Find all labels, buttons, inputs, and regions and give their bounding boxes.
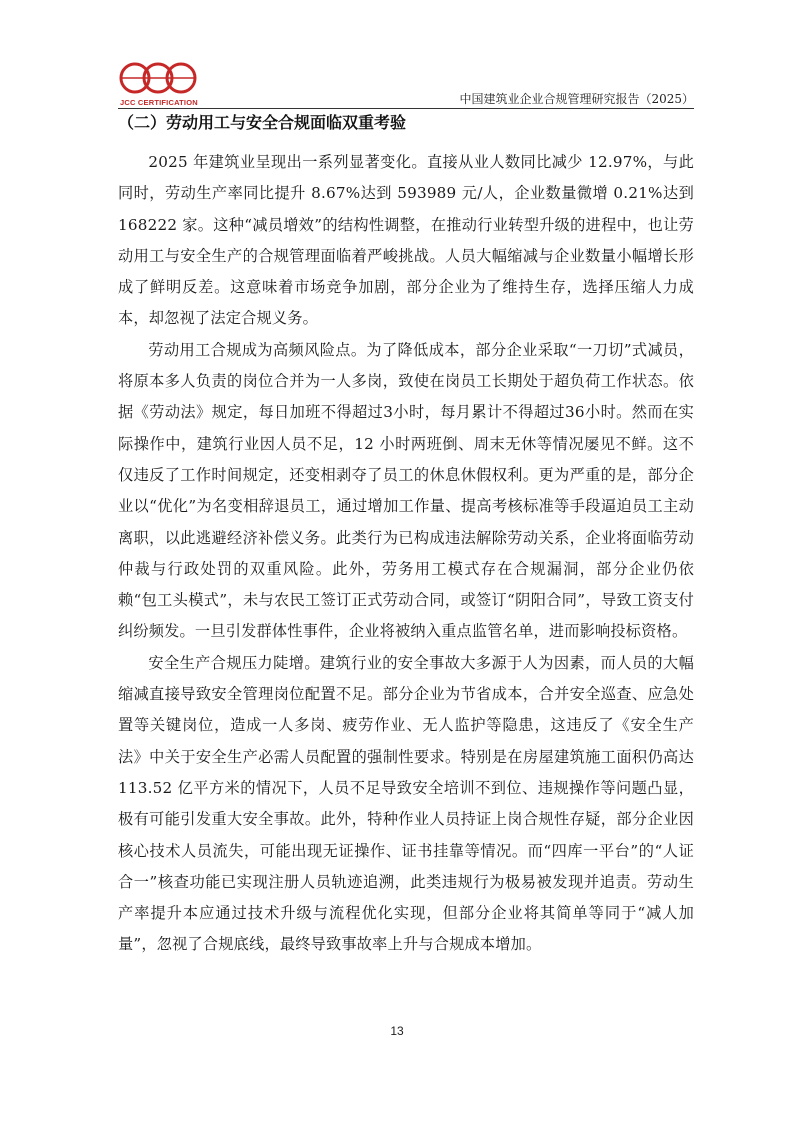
jcc-rings-icon — [118, 58, 198, 98]
body-paragraph-2: 劳动用工合规成为高频风险点。为了降低成本，部分企业采取“一刀切”式减员，将原本多人负责的岗位合并为一人多岗，致使在岗员工长期处于超负荷工作状态。依据《劳动法》规定，每日加班不得超过3小时，每月累计不得超过36小时。然而在实际操作中，建筑行业因人员不足，12 小时两班倒、周末无休等情况屡见不鲜。这不仅违反了工作时间规定，还变相剥夺了员工的休息休假权利。更为严重的是，部分企业以“优化”为名变相辞退员工，通过增加工作量、提高考核标准等手段逼迫员工主动离职，以此逃避经济补偿义务。此类行为已构成违法解除劳动关系，企业将面临劳动仲裁与行政处罚的双重风险。此外，劳务用工模式存在合规漏洞，部分企业仍依赖“包工头模式”，未与农民工签订正式劳动合同，或签订“阴阳合同”，导致工资支付纠纷频发。一旦引发群体性事件，企业将被纳入重点监管名单，进而影响投标资格。 — [118, 340, 694, 641]
logo-text: JCC CERTIFICATION — [120, 98, 198, 107]
main-content — [118, 106, 694, 961]
running-header-title: 中国建筑业企业合规管理研究报告（2025） — [459, 92, 694, 106]
page-header — [118, 52, 694, 108]
jcc-logo — [118, 58, 198, 107]
page-number: 13 — [390, 1024, 404, 1038]
section-heading: （二）劳动用工与安全合规面临双重考验 — [118, 113, 407, 132]
body-paragraph-1: 2025 年建筑业呈现出一系列显著变化。直接从业人数同比减少 12.97%，与此同时，劳动生产率同比提升 8.67%达到 593989 元/人，企业数量微增 0.21%达到 168222 家。这种“减员增效”的结构性调整，在推动行业转型升级的进程中，也让劳动用工与安全生产的合规管理面临着严峻挑战。人员大幅缩减与企业数量小幅增长形成了鲜明反差。这意味着市场竞争加剧，部分企业为了维持生存，选择压缩人力成本，却忽视了法定合规义务。 — [118, 153, 694, 328]
body-paragraph-3: 安全生产合规压力陡增。建筑行业的安全事故大多源于人为因素，而人员的大幅缩减直接导致安全管理岗位配置不足。部分企业为节省成本，合并安全巡查、应急处置等关键岗位，造成一人多岗、疲劳作业、无人监护等隐患，这违反了《安全生产法》中关于安全生产必需人员配置的强制性要求。特别是在房屋建筑施工面积仍高达 113.52 亿平方米的情况下，人员不足导致安全培训不到位、违规操作等问题凸显，极有可能引发重大安全事故。此外，特种作业人员持证上岗合规性存疑，部分企业因核心技术人员流失，可能出现无证操作、证书挂靠等情况。而“四库一平台”的“人证合一”核查功能已实现注册人员轨迹追溯，此类违规行为极易被发现并追责。劳动生产率提升本应通过技术升级与流程优化实现，但部分企业将其简单等同于“减人加量”，忽视了合规底线，最终导致事故率上升与合规成本增加。 — [118, 653, 694, 954]
